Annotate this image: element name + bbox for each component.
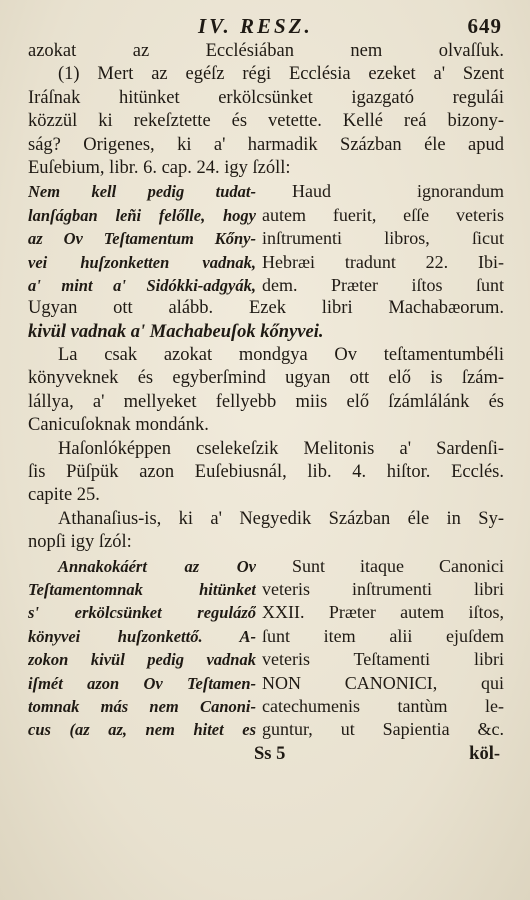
text-line: Teſtamentomnak hitünket [28,579,256,599]
quote-athanasius [28,555,504,742]
paragraph-1 [28,63,504,180]
text-line: capite 25. [28,485,100,506]
text-line: Euſebium, libr. 6. cap. 24. igy ſzóll: [28,157,291,178]
text-line: XXII. Præter autem iſtos, [262,602,504,623]
text-line: veteris inſtrumenti libri [262,578,504,599]
quote-latin [262,180,504,297]
quote-origenes [28,180,504,297]
text-line: tomnak más nem Canoni- [28,696,256,716]
text-line: Iráſnak hitünket erkölcsünket igazgató regulái [28,87,504,108]
text-line: NON CANONICI, qui [262,672,504,693]
text-line: Hebræi tradunt 22. Ibi- [262,251,504,272]
text-line: veteris Teſtamenti libri [262,649,504,670]
signature-mark: Ss 5 [254,743,286,764]
text-line: iſmét azon Ov Teſtamen- [28,673,256,693]
text-line: Haſonlóképpen cselekeſzik Melitonis a' Sardenſi- [58,438,504,459]
text-line: Athanaſius-is, ki a' Negyedik Százban éle in Sy- [58,508,504,529]
text-line: Haud ignorandum [292,181,504,202]
text-line: az Ov Teſtamentum Kőny- [28,229,256,249]
paragraph-3 [28,438,504,508]
catchword: köl- [469,743,500,764]
text-line: könyvei huſzonkettő. A- [28,626,256,646]
text-line: dem. Præter iſtos ſunt [262,274,504,295]
text-line: lállya, a' mellyeket fellyebb miis elő ſzámlálánk és [28,391,504,412]
page-number: 649 [467,14,502,38]
paragraph-2 [28,344,504,438]
text-line: ſunt item alii ejuſdem [262,625,504,646]
quote-hungarian [28,180,256,297]
text-line: ſis Püſpük azon Euſebiusnál, lib. 4. hiſtor. Ecclés. [28,462,504,483]
text-line: lanſágban leñi felőlle, hogy [28,205,256,225]
intro-text [28,40,504,63]
page-footer [28,742,504,768]
text-line: Sunt itaque Canonici [292,555,504,576]
after-quote-text [28,297,504,344]
text-line: cus (az az, nem hitet es [28,720,256,740]
quote-latin [262,555,504,742]
text-line: kivül vadnak a' Machabeuſok kőnyvei. [28,321,324,342]
text-line: (1) Mert az egéſz régi Ecclésia ezeket a' Szent [58,64,504,85]
text-line: a' mint a' Sidókki-adgyák, [28,275,256,295]
text-line: La csak azokat mondgya Ov teſtamentumbéli [58,345,504,366]
text-line: inſtrumenti libros, ſicut [262,228,504,249]
quote-hungarian [28,555,256,742]
text-line: nopſi igy ſzól: [28,532,132,553]
text-line: ság? Origenes, ki a' harmadik Százban éle apud [28,134,504,155]
text-line: közzül ki rekeſztette és vetette. Kellé reá bizony- [28,111,504,132]
running-title: IV. RESZ. [198,14,313,38]
text-line: Annakokáért az Ov [58,556,256,576]
text-line: autem fuerit, eſſe veteris [262,204,504,225]
text-line: s' erkölcsünket reguláző [28,603,256,623]
text-line: azokat az Ecclésiában nem olvaſſuk. [28,41,504,61]
page-header [28,14,504,40]
text-line: Nem kell pedig tudat- [28,182,256,202]
text-line: zokon kivül pedig vadnak [28,650,256,670]
text-line: guntur, ut Sapientia &c. [262,719,504,740]
text-line: vei huſzonketten vadnak, [28,252,256,272]
text-line: Canicuſoknak mondánk. [28,415,209,436]
text-line: Ugyan ott alább. Ezek libri Machabæorum. [28,298,504,319]
paragraph-4 [28,508,504,555]
text-line: catechumenis tantùm le- [262,695,504,716]
text-line: könyveknek és egyberſmind ugyan ott elő is ſzám- [28,368,504,389]
